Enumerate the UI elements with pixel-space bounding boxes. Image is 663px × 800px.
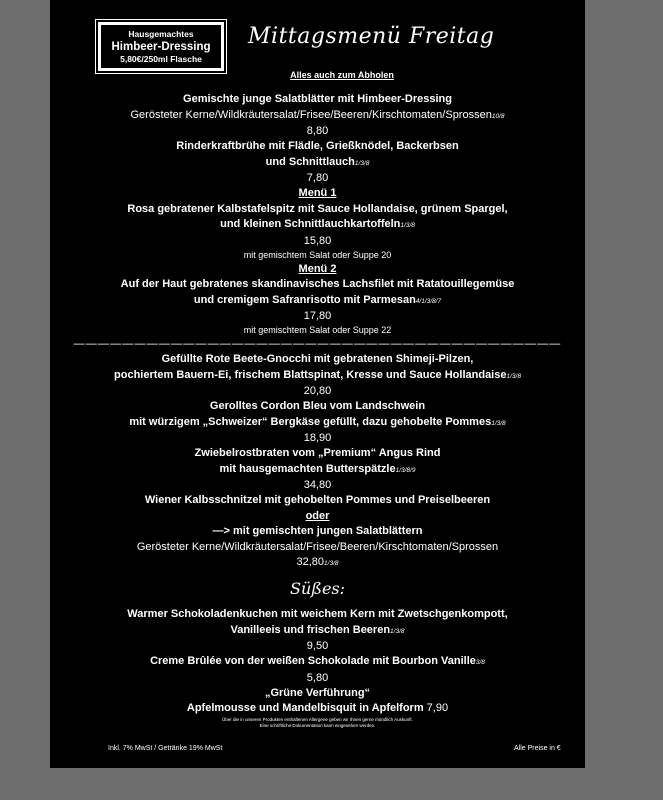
menu1-price: 15,80	[303, 234, 332, 247]
soup-price: 7,80	[306, 172, 329, 184]
page-subtitle: Alles auch zum Abholen	[290, 70, 394, 80]
wiener-or: oder	[305, 509, 330, 522]
menu1-note: mit gemischtem Salat oder Suppe 20	[243, 249, 392, 260]
choc-allergens: 1/3/8	[390, 627, 405, 635]
wiener-line1: Wiener Kalbsschnitzel mit gehobelten Pommes und Preiselbeeren	[144, 494, 491, 506]
wiener-price: 32,801/3/8	[296, 556, 339, 568]
menu1-allergens: 1/3/8	[400, 222, 415, 229]
salad-price: 8,80	[306, 125, 329, 137]
menu-page	[50, 0, 585, 768]
salad-allergens: 10/8	[491, 112, 505, 120]
menu1-heading: Menü 1	[298, 187, 337, 199]
promo-box	[98, 22, 224, 71]
promo-line2: Himbeer-Dressing	[111, 41, 211, 53]
gnocchi-allergens: 1/3/8	[506, 372, 521, 380]
menu1-line2: und kleinen Schnittlauchkartoffeln1/3/8	[220, 218, 415, 230]
cordon-line1: Gerolltes Cordon Bleu vom Landschwein	[209, 400, 426, 412]
menu-list	[50, 92, 585, 729]
menu1-line1: Rosa gebratener Kalbstafelspitz mit Sauce Hollandaise, grünem Spargel,	[127, 202, 508, 215]
allergen-notice-2: Eine schriftliche Dokumentation kann eingesehen werden.	[259, 722, 376, 728]
choc-line2: Vanilleeis und frischen Beeren1/3/8	[230, 623, 405, 636]
footer-currency-note: Alle Preise in €	[514, 745, 561, 752]
gnocchi-price: 20,80	[303, 385, 332, 397]
menu2-price: 17,80	[303, 310, 332, 322]
choc-line1: Warmer Schokoladenkuchen mit weichem Kern mit Zwetschgenkompott,	[127, 608, 508, 620]
soup-allergens: 1/3/8	[354, 159, 370, 167]
zwiebel-line2: mit hausgemachten Butterspätzle1/3/8/9	[219, 462, 416, 475]
menu2-note: mit gemischtem Salat oder Suppe 22	[243, 325, 392, 335]
wiener-line2: —> mit gemischten jungen Salatblättern	[212, 525, 423, 537]
cordon-line2: mit würzigem „Schweizer“ Bergkäse gefüllt, dazu gehobelte Pommes1/3/8	[129, 415, 506, 428]
gnocchi-line1: Gefüllte Rote Beete-Gnocchi mit gebratenen Shimeji-Pilzen,	[161, 353, 474, 365]
zwiebel-line1: Zwiebelrostbraten vom „Premium“ Angus Rind	[194, 447, 441, 459]
allergen-notice-1: Über die in unseren Produkten enthaltenen Allergene geben wir Ihnen gerne mündlich Auskunft.	[222, 716, 413, 722]
menu2-heading: Menü 2	[298, 262, 337, 275]
zwiebel-allergens: 1/3/8/9	[395, 466, 416, 474]
wiener-desc: Gerösteter Kerne/Wildkräutersalat/Frisee/Beeren/Kirschtomaten/Sprossen	[136, 540, 499, 553]
creme-price: 5,80	[306, 671, 329, 684]
section-divider: ————————————————————————————————————————	[73, 338, 562, 350]
gruen-line2: Apfelmousse und Mandelbisquit in Apfelform 7,90	[186, 702, 449, 714]
wiener-allergens: 1/3/8	[324, 560, 339, 567]
promo-line3: 5,80€/250ml Flasche	[120, 54, 202, 64]
cordon-allergens: 1/3/8	[491, 419, 506, 427]
creme-allergens: 3/8	[475, 659, 485, 666]
creme-title: Creme Brûlée von der weißen Schokolade mit Bourbon Vanille3/8	[150, 655, 485, 667]
promo-line1: Hausgemachtes	[128, 29, 194, 39]
cordon-price: 18,90	[303, 432, 332, 444]
soup-line1: Rinderkraftbrühe mit Flädle, Grießknödel, Backerbsen	[176, 140, 459, 152]
page-title: Mittagsmenü Freitag	[248, 24, 495, 49]
zwiebel-price: 34,80	[303, 479, 332, 491]
gruen-line1: „Grüne Verführung“	[264, 686, 371, 699]
gruen-price: 7,90	[426, 702, 449, 714]
menu2-line2: und cremigem Safranrisotto mit Parmesan4/1/3/8/7	[193, 293, 442, 306]
choc-price: 9,50	[306, 640, 329, 652]
gnocchi-line2: pochiertem Bauern-Ei, frischem Blattspinat, Kresse und Sauce Hollandaise1/3/8	[114, 368, 521, 381]
footer-tax-note: Inkl. 7% MwSt / Getränke 19% MwSt	[108, 745, 223, 752]
salad-desc: Gerösteter Kerne/Wildkräutersalat/Frisee/Beeren/Kirschtomaten/Sprossen10/8	[130, 108, 505, 121]
sweets-heading: Süßes:	[289, 579, 346, 598]
menu2-line1: Auf der Haut gebratenes skandinavisches Lachsfilet mit Ratatouillegemüse	[120, 278, 515, 290]
menu2-allergens: 4/1/3/8/7	[415, 297, 442, 305]
salad-title: Gemischte junge Salatblätter mit Himbeer-Dressing	[183, 93, 452, 105]
soup-line2: und Schnittlauch1/3/8	[265, 155, 370, 168]
